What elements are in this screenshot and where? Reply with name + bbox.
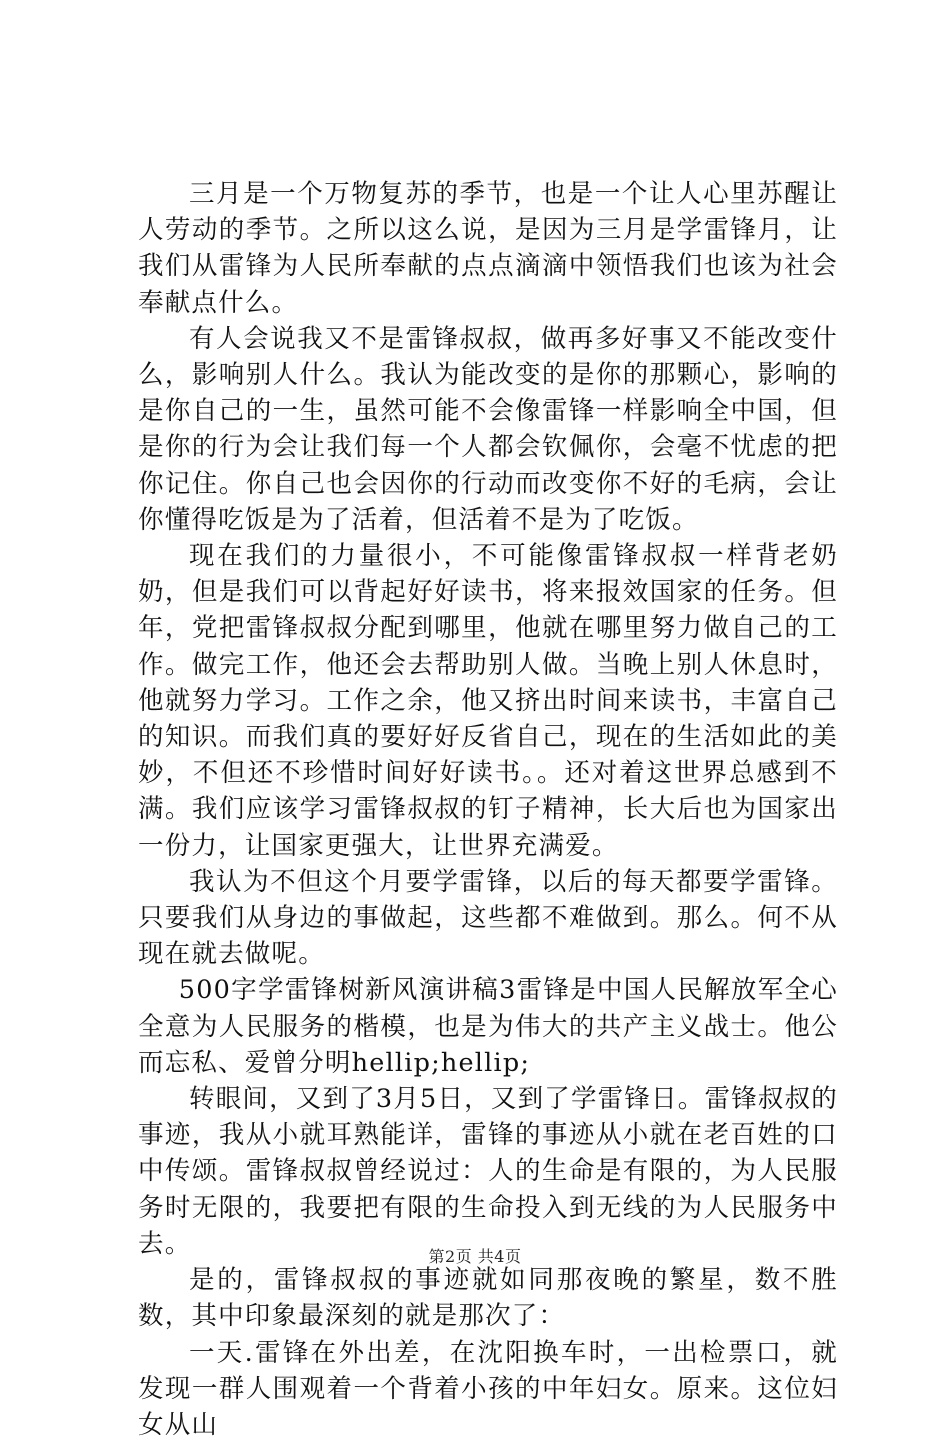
paragraph: 现在我们的力量很小，不可能像雷锋叔叔一样背老奶奶，但是我们可以背起好好读书，将来报效国家的任务。但年，党把雷锋叔叔分配到哪里，他就在哪里努力做自己的工作。做完工作，他还会去帮助别人做。当晚上别人休息时，他就努力学习。工作之余，他又挤出时间来读书，丰富自己的知识。而我们真的要好好反省自己，现在的生活如此的美妙，不但还不珍惜时间好好读书。。还对着这世界总感到不满。我们应该学习雷锋叔叔的钉子精神，长大后也为国家出一份力，让国家更强大，让世界充满爱。	[138, 538, 838, 864]
paragraph: 是的，雷锋叔叔的事迹就如同那夜晚的繁星，数不胜数，其中印象最深刻的就是那次了：	[138, 1262, 838, 1334]
paragraph: 三月是一个万物复苏的季节，也是一个让人心里苏醒让人劳动的季节。之所以这么说，是因为三月是学雷锋月，让我们从雷锋为人民所奉献的点点滴滴中领悟我们也该为社会奉献点什么。	[138, 176, 838, 321]
paragraph: 我认为不但这个月要学雷锋，以后的每天都要学雷锋。只要我们从身边的事做起，这些都不难做到。那么。何不从现在就去做呢。	[138, 864, 838, 973]
page-number-footer: 第2页 共4页	[0, 1247, 950, 1267]
paragraph: 500字学雷锋树新风演讲稿3雷锋是中国人民解放军全心全意为人民服务的楷模，也是为伟大的共产主义战士。他公而忘私、爱曾分明hellip;hellip;	[138, 972, 838, 1081]
paragraph: 转眼间，又到了3月5日，又到了学雷锋日。雷锋叔叔的事迹，我从小就耳熟能详，雷锋的事迹从小就在老百姓的口中传颂。雷锋叔叔曾经说过：人的生命是有限的，为人民服务时无限的，我要把有限的生命投入到无线的为人民服务中去。	[138, 1081, 838, 1262]
paragraph: 有人会说我又不是雷锋叔叔，做再多好事又不能改变什么，影响别人什么。我认为能改变的是你的那颗心，影响的是你自己的一生，虽然可能不会像雷锋一样影响全中国，但是你的行为会让我们每一个人都会钦佩你，会毫不忧虑的把你记住。你自己也会因你的行动而改变你不好的毛病，会让你懂得吃饭是为了活着，但活着不是为了吃饭。	[138, 321, 838, 538]
paragraph: 一天.雷锋在外出差，在沈阳换车时，一出检票口，就发现一群人围观着一个背着小孩的中年妇女。原来。这位妇女从山	[138, 1335, 838, 1443]
